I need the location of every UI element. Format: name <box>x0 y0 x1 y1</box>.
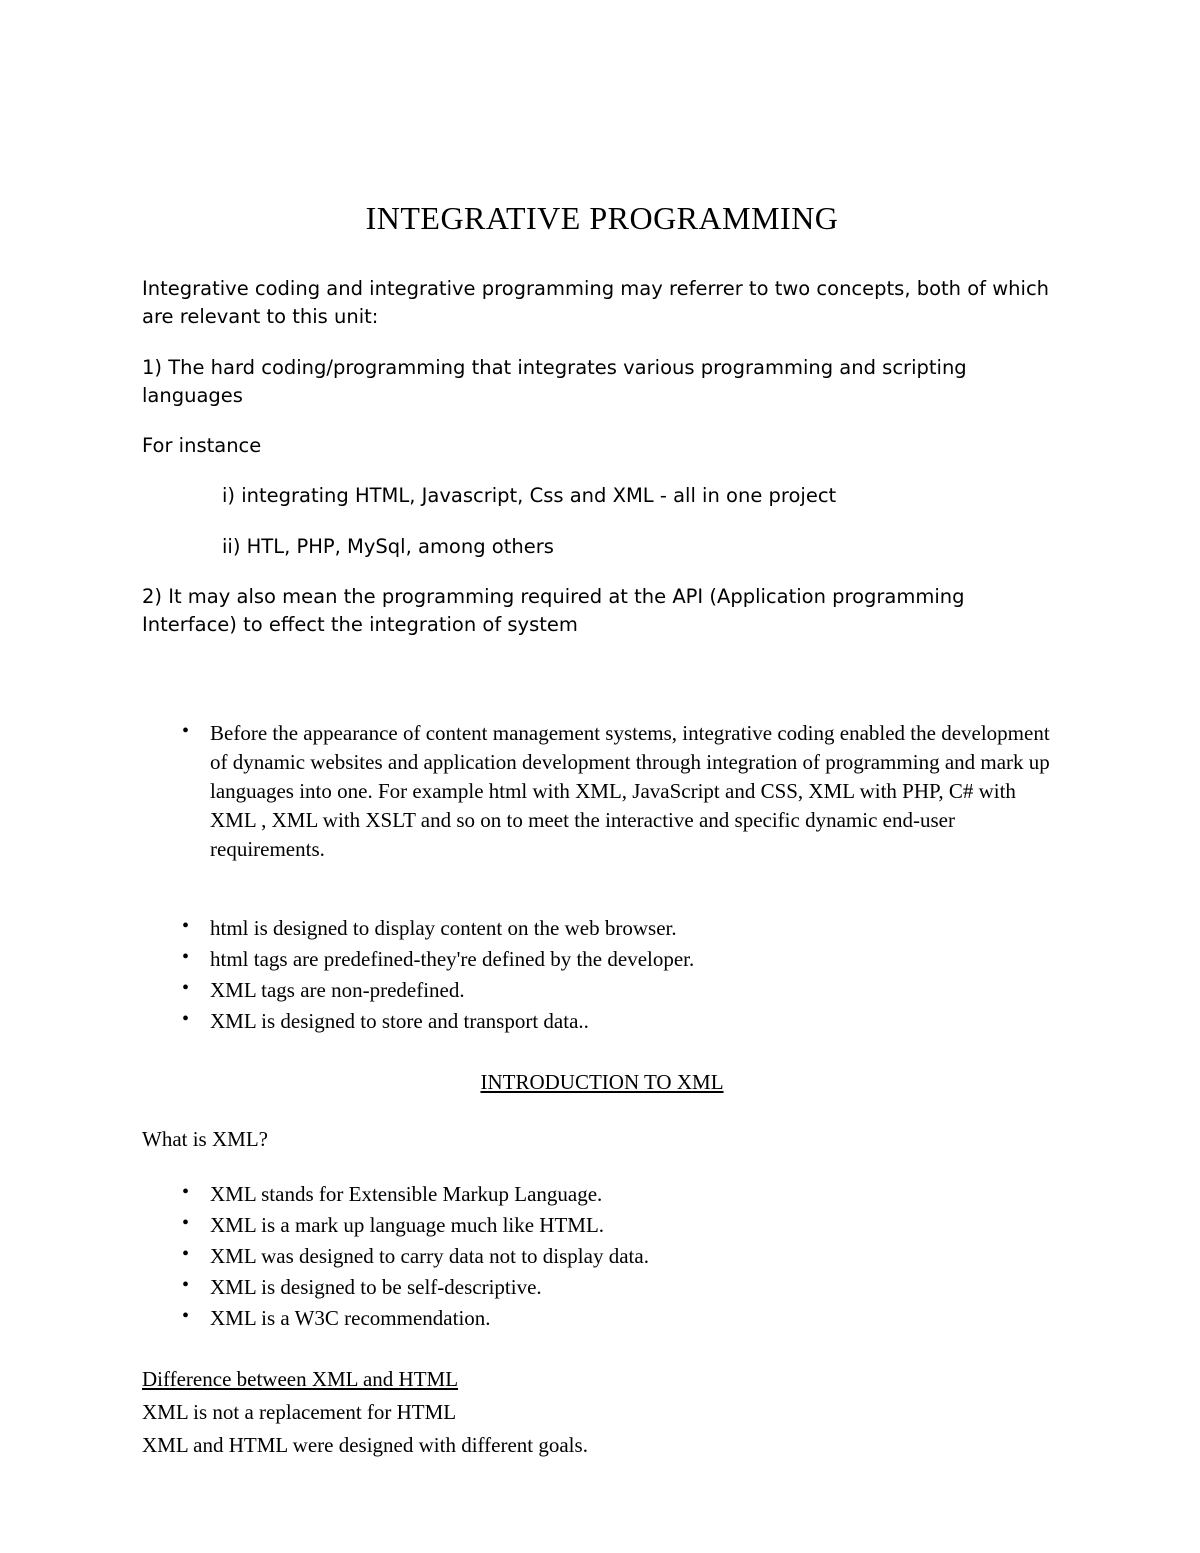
section-heading-xml: INTRODUCTION TO XML <box>480 1070 724 1095</box>
spacer <box>142 661 1062 719</box>
concept-point-1: 1) The hard coding/programming that integrates various programming and scripting languages <box>142 355 967 407</box>
for-instance-label: For instance <box>142 434 262 458</box>
bullet-list-xml-facts <box>142 1180 1062 1333</box>
section-heading-difference: Difference between XML and HTML <box>142 1366 459 1391</box>
spacer <box>142 1335 1062 1365</box>
spacer <box>142 890 1062 914</box>
list-item: • XML is designed to be self-descriptive. <box>210 1273 1062 1302</box>
list-item: • XML is designed to store and transport data.. <box>210 1007 1062 1036</box>
roman-list-item: i) integrating HTML, Javascript, Css and XML - all in one project <box>222 484 837 508</box>
bullet-list-html-xml <box>142 914 1062 1036</box>
list-item: • XML is a mark up language much like HTML. <box>210 1211 1062 1240</box>
list-item: • html tags are predefined-they're defined by the developer. <box>210 945 1062 974</box>
list-item: • XML is a W3C recommendation. <box>210 1304 1062 1333</box>
list-item: • Before the appearance of content management systems, integrative coding enabled the development of dynamic websites and application development through integration of programming and mark up languages into one. For example html with XML, JavaScript and CSS, XML with PHP, C# with XML , XML with XSLT and so on to meet the interactive and specific dynamic end-user requirements. <box>210 719 1062 864</box>
list-item: • XML stands for Extensible Markup Language. <box>210 1180 1062 1209</box>
list-item: • html is designed to display content on the web browser. <box>210 914 1062 943</box>
list-item: • XML tags are non-predefined. <box>210 976 1062 1005</box>
intro-paragraph: Integrative coding and integrative programming may referrer to two concepts, both of which are relevant to this unit: <box>142 277 1050 329</box>
bullet-list-overview <box>142 719 1062 864</box>
page-title: INTEGRATIVE PROGRAMMING <box>365 200 839 236</box>
list-item: • XML was designed to carry data not to display data. <box>210 1242 1062 1271</box>
roman-list-item: ii) HTL, PHP, MySql, among others <box>222 534 554 558</box>
document-body <box>142 200 1062 1464</box>
roman-numeral-list <box>142 482 1062 561</box>
xml-question: What is XML? <box>142 1127 268 1152</box>
difference-line-2: XML and HTML were designed with different goals. <box>142 1432 588 1457</box>
concept-point-2: 2) It may also mean the programming required at the API (Application programming Interface) to effect the integration of system <box>142 584 965 637</box>
difference-line-1: XML is not a replacement for HTML <box>142 1399 457 1424</box>
